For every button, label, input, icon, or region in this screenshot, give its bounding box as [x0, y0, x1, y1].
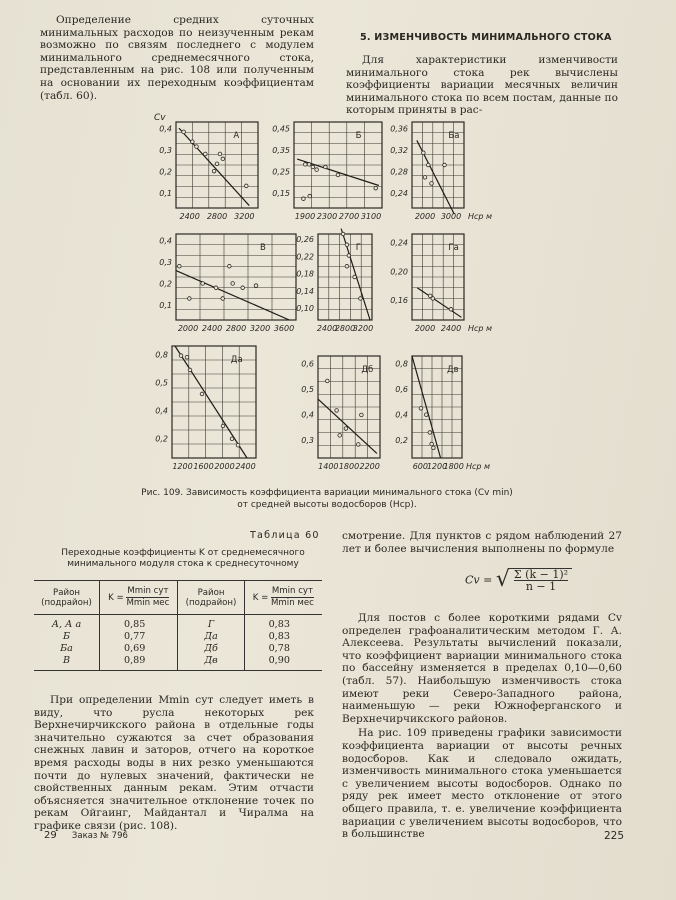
k-cell: 0,83 — [244, 631, 322, 643]
section-paragraph: Для характеристики изменчивости минимального стока рек вычислены коэффициенты вариации месячных величин минимального стока по всем постам, данные по которым приняты в рас- — [346, 54, 618, 117]
data-point — [345, 264, 349, 268]
k-cell: 0,85 — [100, 615, 178, 632]
y-tick-label: 0,3 — [159, 145, 172, 155]
y-tick-label: 0,6 — [301, 359, 314, 369]
header-k-2 — [244, 581, 322, 615]
y-tick-label: 0,16 — [390, 295, 408, 305]
x-axis-unit: Hср м — [468, 212, 493, 221]
data-point — [432, 446, 436, 450]
region-cell: Дб — [178, 643, 244, 655]
region-cell: Дв — [178, 655, 244, 671]
figure-caption — [92, 487, 562, 511]
figure-109 — [0, 110, 676, 490]
table-title-line-2: минимального модуля стока к среднесуточному — [67, 559, 299, 569]
data-point — [212, 169, 216, 173]
x-tick-label: 2800 — [334, 324, 356, 333]
table-row — [34, 631, 322, 643]
k-cell: 0,90 — [244, 655, 322, 671]
data-point — [236, 443, 240, 447]
data-point — [422, 151, 426, 155]
data-point — [347, 254, 351, 258]
y-tick-label: 0,24 — [390, 238, 408, 248]
table-number: Таблица 60 — [250, 530, 320, 541]
x-tick-label: 1400 — [318, 462, 339, 471]
table-header-row — [34, 581, 322, 615]
data-point — [341, 232, 345, 236]
region-cell: Б — [62, 631, 71, 642]
header-region-label: Район — [53, 587, 80, 598]
y-tick-label: 0,1 — [159, 300, 172, 310]
x-tick-label: 600 — [412, 462, 428, 471]
data-point — [424, 413, 428, 417]
data-point — [178, 264, 182, 268]
order-number: Заказ № 796 — [71, 831, 128, 841]
x-tick-label: 2000 — [214, 462, 235, 471]
data-point — [221, 424, 225, 428]
panel-label: Да — [230, 355, 243, 365]
plot-panel-В — [159, 234, 296, 333]
data-point — [431, 297, 435, 301]
fit-line — [176, 271, 289, 320]
plot-panel-Га — [390, 234, 492, 333]
y-tick-label: 0,24 — [390, 188, 408, 198]
right-bottom-text-2 — [342, 612, 625, 842]
plot-panel-Г — [296, 229, 373, 333]
y-tick-label: 0,28 — [390, 167, 408, 177]
y-tick-label: 0,22 — [296, 252, 314, 262]
y-tick-label: 0,20 — [390, 267, 408, 277]
data-point — [426, 163, 430, 167]
data-point — [304, 163, 308, 167]
x-tick-label: 3100 — [360, 212, 382, 221]
x-tick-label: 1800 — [443, 462, 464, 471]
data-point — [182, 130, 186, 134]
y-tick-label: 0,2 — [159, 279, 172, 289]
formula-fraction — [510, 568, 572, 592]
data-point — [336, 173, 340, 177]
data-point — [231, 282, 235, 286]
y-tick-label: 0,4 — [301, 410, 314, 420]
x-tick-label: 1800 — [338, 462, 360, 471]
data-point — [357, 443, 361, 447]
x-tick-label: 3200 — [249, 324, 271, 333]
data-point — [443, 163, 447, 167]
x-tick-label: 3200 — [234, 212, 255, 221]
data-point — [179, 354, 183, 358]
x-tick-label: 1900 — [294, 212, 316, 221]
y-tick-label: 0,4 — [155, 406, 168, 416]
x-tick-label: 1600 — [193, 462, 214, 471]
section-text — [346, 54, 618, 117]
data-point — [359, 297, 363, 301]
header-region-1 — [34, 581, 100, 615]
panel-label: Г — [355, 243, 361, 253]
data-point — [338, 434, 342, 438]
y-tick-label: 0,32 — [390, 145, 408, 155]
y-tick-label: 0,26 — [296, 235, 314, 245]
data-point — [344, 427, 348, 431]
data-point — [302, 197, 306, 201]
data-point — [188, 368, 192, 372]
data-point — [311, 165, 315, 169]
data-point — [419, 406, 423, 410]
page-number: 225 — [604, 830, 625, 842]
x-tick-label: 2800 — [225, 324, 247, 333]
y-tick-label: 0,25 — [272, 167, 290, 177]
data-point — [326, 379, 330, 383]
header-k-label: K = — [108, 593, 124, 603]
formula-lhs: Cv = — [465, 573, 493, 587]
y-tick-label: 0,45 — [272, 124, 290, 134]
y-tick-label: 0,2 — [395, 436, 408, 446]
x-tick-label: 2400 — [440, 324, 462, 333]
header-denominator: Mmin мес — [271, 598, 314, 608]
data-point — [221, 157, 225, 161]
signature-number: 29 — [44, 830, 57, 841]
x-tick-label: 2400 — [235, 462, 256, 471]
header-fraction — [271, 586, 314, 609]
x-tick-label: 1200 — [172, 462, 193, 471]
k-cell: 0,69 — [100, 643, 178, 655]
x-tick-label: 2200 — [359, 462, 380, 471]
table-title — [38, 548, 328, 570]
y-tick-label: 0,10 — [296, 303, 314, 313]
plot-panel-Дв — [395, 356, 490, 471]
data-point — [221, 297, 225, 301]
y-tick-label: 0,3 — [159, 257, 172, 267]
x-tick-label: 2400 — [316, 324, 338, 333]
section-title: 5. ИЗМЕНЧИВОСТЬ МИНИМАЛЬНОГО СТОКА — [360, 32, 612, 43]
x-tick-label: 2700 — [338, 212, 360, 221]
data-point — [335, 409, 339, 413]
y-tick-label: 0,6 — [395, 385, 408, 395]
y-tick-label: 0,4 — [395, 410, 408, 420]
data-point — [203, 152, 207, 156]
y-tick-label: 0,8 — [395, 359, 408, 369]
y-tick-label: 0,4 — [159, 236, 172, 246]
table-row — [34, 655, 322, 671]
panel-label: Га — [448, 243, 459, 253]
y-tick-label: 0,5 — [301, 385, 314, 395]
left-bottom-paragraph: При определении Mmin сут следует иметь в виду, что русла некоторых рек Верхнечирчикского района в отдельные годы значительно сужаются за счет образования снежных лавин и заторов, отчего на короткое время расходы воды в них резко уменьшаются почти до нулевых значений, фактически не свойственных данным рекам. Этим отчасти объясняется значительное отклонение точек по рекам Ойгаинг, Майдантал и Чиралма на графике связи (рис. 108). — [34, 694, 314, 832]
x-tick-label: 2400 — [201, 324, 223, 333]
header-fraction — [126, 586, 169, 609]
header-denominator: Mmin мес — [126, 598, 170, 608]
header-k-label: K = — [252, 593, 269, 603]
y-tick-label: 0,1 — [159, 188, 172, 198]
x-tick-label: 2400 — [179, 212, 200, 221]
region-cell: В — [34, 655, 100, 671]
y-tick-label: 0,2 — [155, 434, 168, 444]
sqrt-sign: √ — [495, 567, 510, 592]
data-point — [423, 175, 427, 179]
x-tick-label: 1200 — [426, 462, 448, 471]
k-cell: 0,83 — [244, 615, 322, 632]
header-numerator: Mmin сут — [127, 586, 169, 596]
formula-denominator: n − 1 — [525, 580, 557, 593]
y-tick-label: 0,5 — [155, 378, 168, 388]
region-cell: А, А а — [51, 619, 82, 630]
formula — [465, 568, 572, 592]
panel-label: Дв — [447, 365, 459, 375]
y-tick-label: 0,4 — [159, 124, 172, 134]
table-row — [34, 643, 322, 655]
plot-panel-Да — [155, 346, 256, 471]
header-subregion-label: (подрайон) — [185, 597, 237, 608]
k-cell: 0,89 — [100, 655, 178, 671]
x-axis-unit: Hср м — [468, 324, 493, 333]
data-point — [191, 140, 195, 144]
formula-numerator: Σ (k − 1)² — [513, 568, 569, 581]
right-bottom-text — [342, 530, 622, 555]
header-region-label: Район — [197, 587, 225, 598]
plot-panel-Б — [272, 122, 382, 221]
data-point — [195, 145, 199, 149]
right-paragraph-2: Для постов с более короткими рядами Cv определен графоаналитическим методом Г. А. Алексеева. Результаты вычислений показали, что коэффициент вариации минимального стока по бассейну изменяется в пределах 0,10—0,60 (табл. 57). Наибольшую изменчивость стока имеют реки Северо-Западного района, наименьшую — реки Южноферганского и Верхнечирчикского районов. — [342, 612, 622, 725]
x-tick-label: 2000 — [414, 212, 436, 221]
y-tick-label: 0,2 — [159, 167, 172, 177]
data-point — [230, 437, 234, 441]
data-point — [449, 307, 453, 311]
header-k-1 — [100, 581, 178, 615]
header-numerator: Mmin сут — [271, 586, 314, 596]
data-point — [308, 194, 312, 198]
k-cell: 0,78 — [244, 643, 322, 655]
plot-panel-Ба — [390, 122, 492, 221]
panel-label: А — [233, 131, 240, 141]
x-tick-label: 2800 — [206, 212, 228, 221]
x-tick-label: 3200 — [352, 324, 374, 333]
data-point — [201, 282, 205, 286]
region-cell: Да — [178, 631, 244, 643]
y-tick-label: 0,3 — [301, 436, 314, 446]
y-tick-label: 0,14 — [296, 286, 314, 296]
data-point — [430, 442, 434, 446]
y-axis-title: Cv — [154, 113, 166, 123]
x-tick-label: 3600 — [273, 324, 295, 333]
y-tick-label: 0,18 — [296, 269, 314, 279]
table-60 — [34, 580, 322, 671]
panel-label: Б — [355, 131, 362, 141]
data-point — [215, 162, 219, 166]
x-tick-label: 2000 — [177, 324, 199, 333]
caption-line-2: от средней высоты водосборов (Hср). — [237, 500, 417, 510]
y-tick-label: 0,36 — [390, 124, 408, 134]
table-row — [34, 615, 322, 632]
data-point — [254, 284, 258, 288]
x-tick-label: 2000 — [414, 324, 436, 333]
region-cell: Г — [178, 615, 244, 632]
data-point — [307, 163, 311, 167]
y-tick-label: 0,15 — [272, 188, 290, 198]
data-point — [374, 186, 378, 190]
data-point — [244, 184, 248, 188]
data-point — [428, 431, 432, 435]
left-bottom-text — [34, 694, 314, 833]
data-point — [324, 165, 328, 169]
data-point — [185, 355, 189, 359]
left-top-paragraph: Определение средних суточных минимальных расходов по неизученным рекам возможно по связям последнего с модулем минимального среднемесячного стока, представленным на рис. 108 или полученным на основании их переходным коэффициентам (табл. 60). — [40, 14, 314, 102]
data-point — [218, 152, 222, 156]
data-point — [315, 168, 319, 172]
footer-signature — [44, 830, 128, 841]
plot-panel-Дб — [301, 356, 380, 471]
data-point — [228, 264, 232, 268]
data-point — [345, 243, 349, 247]
x-axis-unit: Hср м — [466, 462, 491, 471]
data-point — [188, 297, 192, 301]
data-point — [200, 392, 204, 396]
y-tick-label: 0,35 — [272, 145, 290, 155]
region-cell: Ба — [60, 643, 73, 654]
data-point — [241, 286, 245, 290]
panel-label: Ба — [448, 131, 460, 141]
right-paragraph-1: смотрение. Для пунктов с рядом наблюдений 27 лет и более вычисления выполнены по формуле — [342, 530, 622, 555]
data-point — [430, 182, 434, 186]
header-region-2 — [178, 581, 244, 615]
left-top-text — [40, 14, 314, 102]
plot-panel-А — [154, 113, 258, 221]
x-tick-label: 3000 — [440, 212, 462, 221]
k-cell: 0,77 — [100, 631, 178, 643]
data-point — [360, 413, 364, 417]
x-tick-label: 2300 — [316, 212, 338, 221]
table-title-line-1: Переходные коэффициенты K от среднемесячного — [61, 548, 305, 558]
fit-line — [417, 288, 461, 318]
right-paragraph-3: На рис. 109 приведены графики зависимости коэффициента вариации от высоты речных водосборов. Как и следовало ожидать, изменчивость минимального стока уменьшается с увеличением высоты водосборов. Однако по ряду рек имеет место отклонение от этого общего правила, т. е. увеличение коэффициента вариации с увеличением высоты водосборов, что в большинстве — [342, 727, 622, 841]
header-subregion-label: (подрайон) — [41, 597, 92, 608]
panel-label: Дб — [361, 365, 374, 375]
data-point — [214, 286, 218, 290]
y-tick-label: 0,8 — [155, 350, 168, 360]
caption-line-1: Рис. 109. Зависимость коэффициента вариации минимального стока (Cv min) — [141, 488, 513, 498]
data-point — [353, 275, 357, 279]
panel-label: В — [260, 243, 266, 253]
